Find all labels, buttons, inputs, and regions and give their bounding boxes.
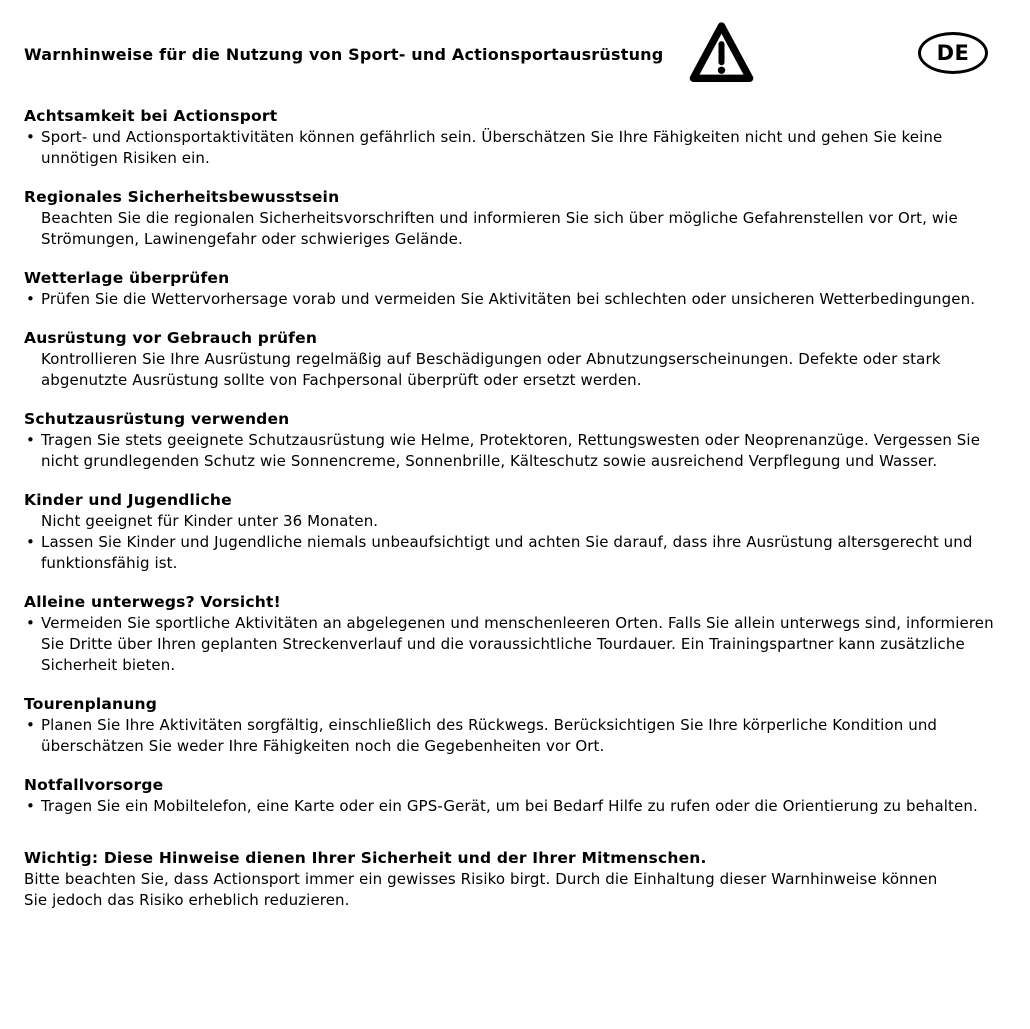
indented-item: Kontrollieren Sie Ihre Ausrüstung regelmäßig auf Beschädigungen oder Abnutzungserscheinungen. Defekte oder stark abgenutzte Ausrüstung sollte von Fachpersonal überprüft oder ersetzt werden. <box>41 350 941 389</box>
language-badge <box>918 32 988 74</box>
footer-important-line: Wichtig: Diese Hinweise dienen Ihrer Sicherheit und der Ihrer Mitmenschen. <box>24 849 707 867</box>
bullet-icon: • <box>26 533 35 551</box>
section-body <box>24 430 1006 472</box>
section-heading: Regionales Sicherheitsbewusstsein <box>24 188 340 206</box>
section-body <box>24 796 1006 817</box>
section-heading: Alleine unterwegs? Vorsicht! <box>24 593 281 611</box>
bullet-item: • Tragen Sie ein Mobiltelefon, eine Karte oder ein GPS-Gerät, um bei Bedarf Hilfe zu rufen oder die Orientierung zu behalten. <box>26 797 978 815</box>
section-body <box>24 349 1006 391</box>
warning-section <box>24 187 1006 250</box>
bullet-item: • Prüfen Sie die Wettervorhersage vorab und vermeiden Sie Aktivitäten bei schlechten oder unsicheren Wetterbedingungen. <box>26 290 976 308</box>
warning-section <box>24 106 1006 169</box>
bullet-item: • Sport- und Actionsportaktivitäten können gefährlich sein. Überschätzen Sie Ihre Fähigkeiten nicht und gehen Sie keine unnötigen Risiken ein. <box>26 128 943 167</box>
section-body <box>24 289 1006 310</box>
section-heading: Achtsamkeit bei Actionsport <box>24 107 278 125</box>
footer-note <box>24 848 1006 911</box>
sections <box>24 106 1006 817</box>
language-badge-label: DE <box>936 41 970 65</box>
warning-section <box>24 694 1006 757</box>
section-body <box>24 613 1006 676</box>
warning-section <box>24 775 1006 817</box>
section-heading: Kinder und Jugendliche <box>24 491 232 509</box>
page-title: Warnhinweise für die Nutzung von Sport- und Actionsportausrüstung <box>24 45 664 64</box>
section-heading: Tourenplanung <box>24 695 158 713</box>
warning-section <box>24 592 1006 676</box>
warning-triangle-icon <box>688 20 755 87</box>
indented-item: Beachten Sie die regionalen Sicherheitsvorschriften und informieren Sie sich über mögliche Gefahrenstellen vor Ort, wie Strömungen, Lawinengefahr oder schwieriges Gelände. <box>41 209 958 248</box>
section-heading: Schutzausrüstung verwenden <box>24 410 290 428</box>
section-body <box>24 127 1006 169</box>
warning-section <box>24 409 1006 472</box>
bullet-icon: • <box>26 797 35 815</box>
bullet-icon: • <box>26 290 35 308</box>
section-heading: Wetterlage überprüfen <box>24 269 230 287</box>
section-heading: Ausrüstung vor Gebrauch prüfen <box>24 329 318 347</box>
warning-section <box>24 268 1006 310</box>
bullet-icon: • <box>26 128 35 146</box>
section-body <box>24 715 1006 757</box>
section-body <box>24 208 1006 250</box>
section-heading: Notfallvorsorge <box>24 776 164 794</box>
bullet-icon: • <box>26 716 35 734</box>
section-body <box>24 511 1006 574</box>
bullet-item: • Planen Sie Ihre Aktivitäten sorgfältig, einschließlich des Rückwegs. Berücksichtigen Sie Ihre körperliche Kondition und überschätzen Sie weder Ihre Fähigkeiten noch die Gegebenheiten vor Ort. <box>26 716 938 755</box>
indented-item: Nicht geeignet für Kinder unter 36 Monaten. <box>41 512 379 530</box>
warning-section <box>24 490 1006 574</box>
bullet-icon: • <box>26 614 35 632</box>
bullet-icon: • <box>26 431 35 449</box>
bullet-item: • Lassen Sie Kinder und Jugendliche niemals unbeaufsichtigt und achten Sie darauf, dass ihre Ausrüstung altersgerecht und funktionsfähig ist. <box>26 533 973 572</box>
footer-text: Bitte beachten Sie, dass Actionsport immer ein gewisses Risiko birgt. Durch die Einhaltung dieser Warnhinweise können Sie jedoch das Risiko erheblich reduzieren. <box>24 870 938 909</box>
bullet-item: • Vermeiden Sie sportliche Aktivitäten an abgelegenen und menschenleeren Orten. Falls Sie allein unterwegs sind, informieren Sie Dritte über Ihren geplanten Streckenverlauf und die voraussichtliche Tourdauer. Ein Trainingspartner kann zusätzliche Sicherheit bieten. <box>26 614 994 674</box>
bullet-item: • Tragen Sie stets geeignete Schutzausrüstung wie Helme, Protektoren, Rettungswesten oder Neoprenanzüge. Vergessen Sie nicht grundlegenden Schutz wie Sonnencreme, Sonnenbrille, Kälteschutz sowie ausreichend Verpflegung und Wasser. <box>26 431 981 470</box>
warning-section <box>24 328 1006 391</box>
